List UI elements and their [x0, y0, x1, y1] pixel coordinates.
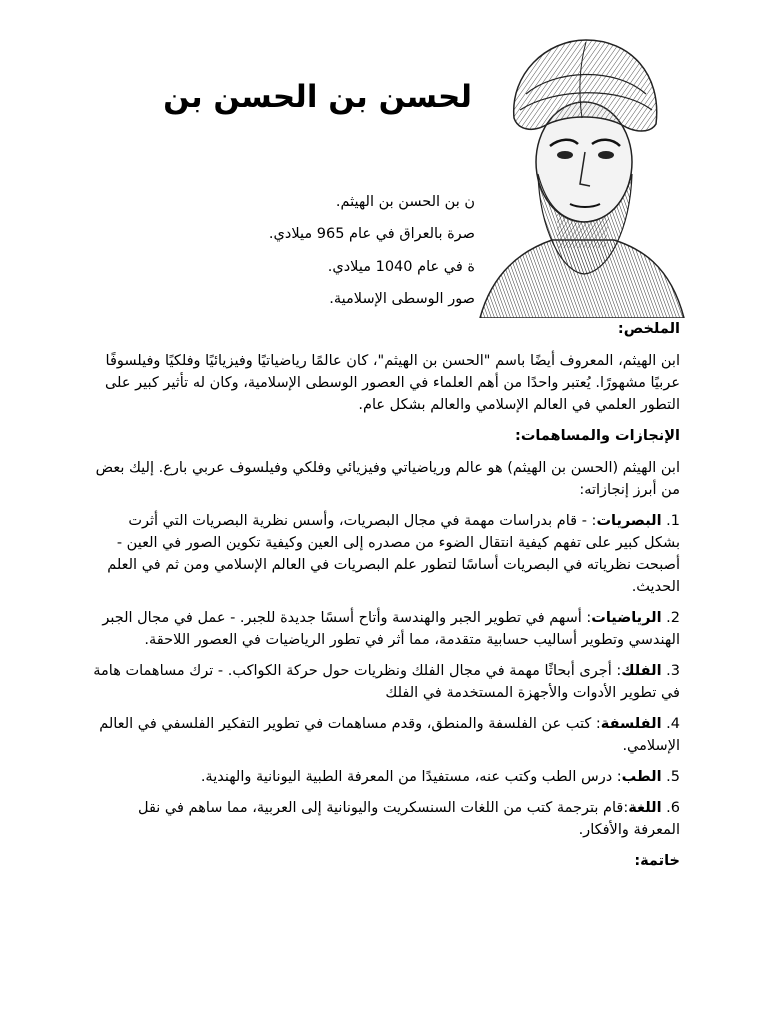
- portrait-image: [474, 34, 686, 318]
- achievements-intro: ابن الهيثم (الحسن بن الهيثم) هو عالم ورياضياتي وفيزيائي وفلكي وفيلسوف عربي بارع. إليك بعض من أبرز إنجازاته:: [95, 460, 680, 498]
- achievements-heading: الإنجازات والمساهمات:: [515, 428, 680, 444]
- info-line-era: صور الوسطى الإسلامية.: [329, 291, 475, 307]
- item-text: : - قام بدراسات مهمة في مجال البصريات، وأسس نظرية البصريات التي أثرت بشكل كبير على تفهم كيفية انتقال الضوء من مصدره إلى العين وكيفية تكوين الصور في العين - أصبحت نظرياته في البصريات أساسًا لتطور علم البصريات في العالم الإسلامي ومن ثم في العلم الحديث.: [107, 513, 680, 595]
- item-number: 6.: [666, 800, 680, 816]
- item-number: 1.: [666, 513, 680, 529]
- item-term: الرياضيات: [591, 610, 662, 626]
- item-term: الطب: [621, 769, 662, 785]
- item-term: الفلك: [621, 663, 662, 679]
- conclusion-heading: خاتمة:: [634, 853, 680, 869]
- document-body: [88, 318, 680, 882]
- item-text: : أسهم في تطوير الجبر والهندسة وأتاح أسسًا جديدة للجبر. - عمل في مجال الجبر الهندسي وتطوير أساليب حسابية متقدمة، مما أثر في تطور الرياضيات في العصور اللاحقة.: [102, 610, 680, 648]
- achievement-item: [88, 713, 680, 757]
- summary-heading: الملخص:: [617, 321, 680, 337]
- achievement-item: [88, 797, 680, 841]
- item-text: : كتب عن الفلسفة والمنطق، وقدم مساهمات في تطوير التفكير الفلسفي في العالم الإسلامي.: [99, 716, 680, 754]
- item-term: اللغة: [628, 800, 662, 816]
- achievement-item: [88, 766, 680, 788]
- item-text: : أجرى أبحاثًا مهمة في مجال الفلك ونظريات حول حركة الكواكب. - ترك مساهمات هامة في تطوير الأدوات والأجهزة المستخدمة في الفلك: [93, 663, 680, 701]
- achievement-item: [88, 607, 680, 651]
- info-line-birth: صرة بالعراق في عام 965 ميلادي.: [268, 226, 475, 242]
- achievement-item: [88, 510, 680, 598]
- item-term: البصريات: [596, 513, 662, 529]
- item-number: 4.: [666, 716, 680, 732]
- info-line-death: ة في عام 1040 ميلادي.: [327, 259, 475, 275]
- page-title: لحسن بن الحسن بن: [163, 79, 472, 115]
- item-number: 5.: [666, 769, 680, 785]
- item-number: 3.: [666, 663, 680, 679]
- summary-paragraph: ابن الهيثم، المعروف أيضًا باسم "الحسن بن الهيثم"، كان عالمًا رياضياتيًا وفيزيائيًا وفلكيًا وفيلسوفًا عربيًا مشهورًا. يُعتبر واحدًا من أهم العلماء في العصور الوسطى الإسلامية، وكان له تأثير كبير على التطور العلمي في العالم الإسلامي والعالم بشكل عام.: [104, 353, 680, 413]
- item-text: : درس الطب وكتب عنه، مستفيدًا من المعرفة الطبية اليونانية والهندية.: [200, 769, 622, 785]
- item-text: :قام بترجمة كتب من اللغات السنسكريت واليونانية إلى العربية، مما ساهم في نقل المعرفة والأفكار.: [137, 800, 680, 838]
- info-line-name: ن بن الحسن بن الهيثم.: [335, 194, 475, 210]
- achievement-item: [88, 660, 680, 704]
- item-number: 2.: [666, 610, 680, 626]
- item-term: الفلسفة: [600, 716, 662, 732]
